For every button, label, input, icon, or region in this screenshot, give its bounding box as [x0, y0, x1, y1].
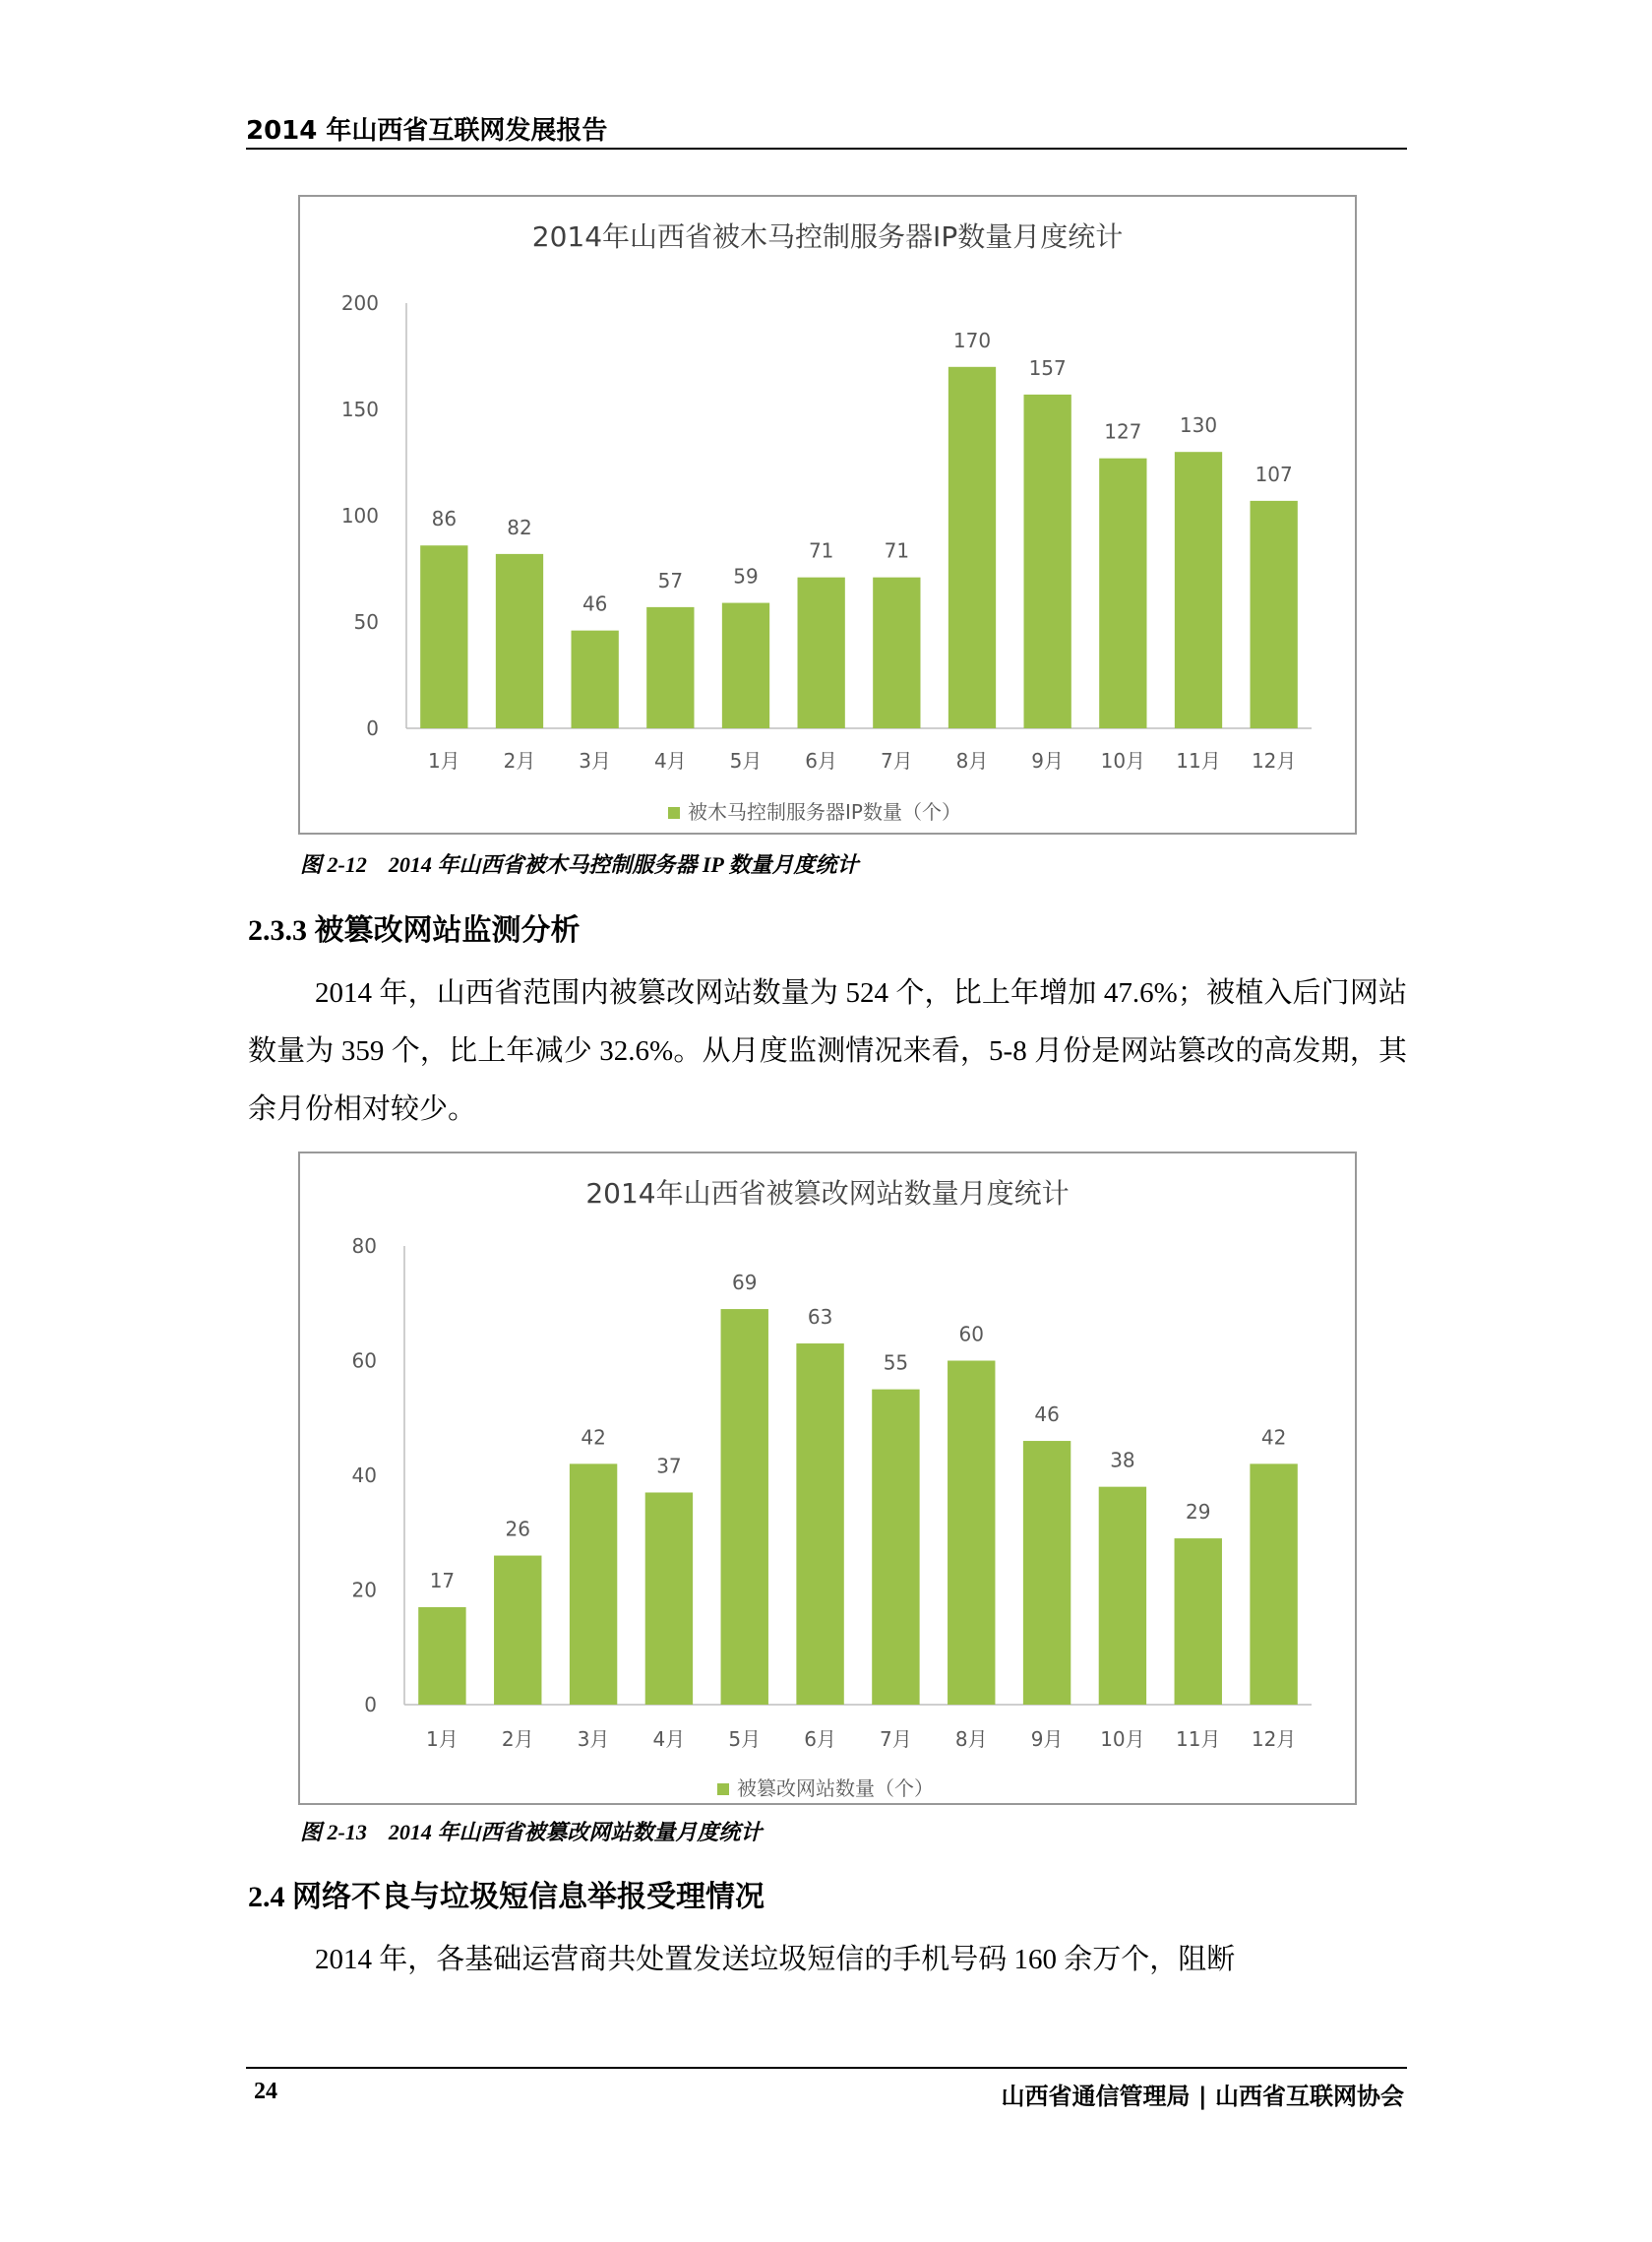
x-tick-label: 8月 [955, 749, 989, 773]
data-label: 17 [429, 1568, 456, 1592]
data-label: 82 [507, 515, 532, 539]
x-tick-label: 5月 [729, 749, 763, 773]
data-label: 170 [952, 328, 992, 352]
bar-8 [948, 1361, 995, 1706]
bar-9 [1023, 1441, 1071, 1705]
report-header-title: 2014 年山西省互联网发展报告 [246, 116, 608, 146]
data-label: 26 [505, 1517, 530, 1541]
legend-swatch [668, 807, 680, 819]
x-tick-label: 2月 [501, 1727, 534, 1751]
chart-trojan-ip [298, 195, 1357, 835]
x-tick-label: 9月 [1031, 749, 1065, 773]
paragraph-text: 2014 年，各基础运营商共处置发送垃圾短信的手机号码 160 余万个，阻断 [315, 1944, 1236, 1975]
bar-5 [721, 1309, 768, 1705]
x-tick-label: 3月 [577, 1727, 610, 1751]
y-tick-label: 0 [366, 716, 379, 740]
data-label: 46 [581, 592, 608, 616]
bar-4 [646, 607, 694, 728]
x-tick-label: 4月 [652, 1727, 686, 1751]
x-tick-label: 3月 [579, 749, 612, 773]
bar-12 [1251, 501, 1298, 728]
data-label: 130 [1179, 413, 1218, 438]
x-tick-label: 12月 [1251, 1727, 1297, 1751]
data-label: 86 [431, 507, 458, 531]
data-label: 37 [656, 1454, 682, 1478]
chart-title: 2014年山西省被篡改网站数量月度统计 [585, 1177, 1070, 1210]
legend-swatch [717, 1783, 729, 1795]
bar-1 [418, 1607, 465, 1705]
paragraph-2-3-3 [248, 965, 1407, 1139]
x-tick-label: 4月 [653, 749, 687, 773]
data-label: 69 [732, 1271, 758, 1295]
data-label: 38 [1110, 1448, 1135, 1472]
bar-10 [1099, 1487, 1146, 1705]
x-tick-label: 6月 [804, 1727, 836, 1751]
footer-organizations: 山西省通信管理局 | 山西省互联网协会 [1001, 2083, 1404, 2110]
data-label: 46 [1034, 1402, 1060, 1427]
legend-label: 被木马控制服务器IP数量（个） [688, 800, 961, 824]
data-label: 157 [1028, 355, 1067, 380]
data-label: 107 [1254, 462, 1293, 486]
footer-divider [246, 2067, 1407, 2069]
data-label: 55 [883, 1350, 909, 1375]
y-tick-label: 50 [353, 610, 379, 634]
bar-2 [494, 1556, 541, 1705]
bar-6 [796, 1343, 843, 1705]
bar-6 [798, 578, 845, 728]
x-tick-label: 11月 [1176, 749, 1221, 773]
data-label: 57 [657, 568, 684, 592]
x-tick-label: 1月 [426, 1727, 459, 1751]
bar-2 [496, 554, 543, 728]
bar-10 [1099, 459, 1146, 728]
data-label: 29 [1186, 1500, 1211, 1525]
chart-tampered-sites [298, 1152, 1357, 1805]
y-tick-label: 80 [351, 1234, 377, 1258]
bar-11 [1175, 1538, 1222, 1705]
data-label: 127 [1104, 419, 1142, 444]
x-tick-label: 1月 [427, 749, 460, 773]
y-tick-label: 200 [340, 291, 379, 315]
bar-11 [1175, 452, 1222, 728]
data-label: 71 [884, 538, 910, 563]
x-tick-label: 10月 [1100, 749, 1146, 773]
data-label: 59 [733, 564, 759, 589]
header-divider [246, 148, 1407, 150]
x-tick-label: 2月 [503, 749, 536, 773]
chart-title: 2014年山西省被木马控制服务器IP数量月度统计 [531, 220, 1124, 253]
bar-1 [420, 545, 467, 728]
x-tick-label: 6月 [805, 749, 838, 773]
data-label: 42 [1260, 1425, 1287, 1450]
paragraph-text: 2014 年，山西省范围内被篡改网站数量为 524 个，比上年增加 47.6%；被植入后门网站数量为 359 个，比上年减少 32.6%。从月度监测情况来看，5-8 月份是网站篡改的高发期，其余月份相对较少。 [248, 977, 1407, 1125]
section-heading-2-3-3: 2.3.3 被篡改网站监测分析 [248, 914, 581, 947]
page-number: 24 [254, 2079, 277, 2104]
y-tick-label: 40 [351, 1464, 377, 1487]
x-tick-label: 7月 [880, 749, 913, 773]
bar-5 [722, 603, 769, 728]
bar-7 [872, 1390, 919, 1705]
y-tick-label: 60 [351, 1348, 377, 1373]
bar-7 [873, 578, 920, 728]
section-heading-2-4: 2.4 网络不良与垃圾短信息举报受理情况 [248, 1881, 765, 1913]
x-tick-label: 5月 [728, 1727, 762, 1751]
figure-caption-2-12: 图 2-12 2014 年山西省被木马控制服务器 IP 数量月度统计 [300, 852, 859, 877]
x-tick-label: 10月 [1100, 1727, 1145, 1751]
x-tick-label: 12月 [1251, 749, 1297, 773]
bar-3 [572, 631, 619, 728]
y-tick-label: 0 [364, 1693, 377, 1716]
chart-trojan-ip-svg [300, 197, 1355, 833]
y-tick-label: 100 [340, 504, 379, 528]
x-tick-label: 7月 [880, 1727, 912, 1751]
paragraph-2-4 [248, 1931, 1407, 1989]
bar-4 [645, 1492, 693, 1705]
bar-3 [570, 1464, 617, 1705]
bar-8 [948, 367, 996, 728]
x-tick-label: 8月 [954, 1727, 988, 1751]
data-label: 63 [807, 1305, 833, 1330]
y-tick-label: 150 [340, 398, 379, 421]
data-label: 71 [808, 538, 834, 563]
bar-9 [1024, 395, 1071, 728]
figure-caption-2-13: 图 2-13 2014 年山西省被篡改网站数量月度统计 [300, 1820, 763, 1844]
y-tick-label: 20 [351, 1578, 377, 1602]
bar-12 [1250, 1464, 1297, 1705]
chart-tampered-sites-svg [300, 1153, 1355, 1803]
data-label: 42 [581, 1425, 606, 1450]
legend-label: 被篡改网站数量（个） [737, 1776, 934, 1800]
x-tick-label: 9月 [1030, 1727, 1064, 1751]
x-tick-label: 11月 [1176, 1727, 1221, 1751]
data-label: 60 [958, 1322, 984, 1346]
